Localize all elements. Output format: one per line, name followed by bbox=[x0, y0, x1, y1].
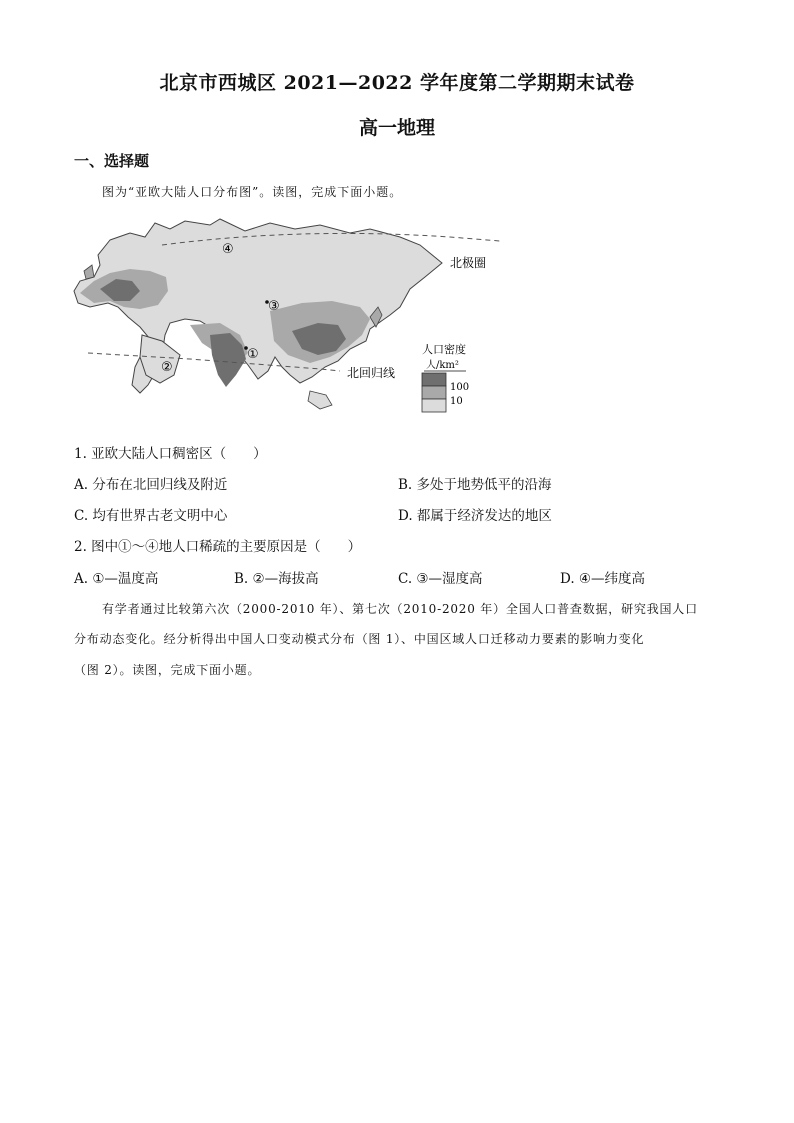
question-1-option-c[interactable]: C. 均有世界古老文明中心 bbox=[74, 508, 228, 524]
question-2-stem: 2. 图中①～④地人口稀疏的主要原因是（ ） bbox=[74, 539, 362, 555]
question-1-option-d[interactable]: D. 都属于经济发达的地区 bbox=[398, 508, 552, 524]
arctic-circle-label: 北极圈 bbox=[450, 256, 487, 270]
question-1-stem: 1. 亚欧大陆人口稠密区（ ） bbox=[74, 446, 267, 462]
legend-unit: 人/km² bbox=[426, 360, 459, 371]
marker-4: ④ bbox=[222, 242, 234, 257]
eurasia-population-map bbox=[70, 215, 510, 430]
section-heading: 一、选择题 bbox=[74, 152, 150, 170]
map-legend bbox=[422, 342, 469, 412]
exam-title: 北京市西城区 2021—2022 学年度第二学期期末试卷 bbox=[159, 72, 635, 94]
legend-swatch-low bbox=[422, 399, 446, 412]
legend-title: 人口密度 bbox=[422, 343, 466, 356]
paragraph-line-2: 分布动态变化。经分析得出中国人口变动模式分布（图 1）、中国区域人口迁移动力要素的影响力变化 bbox=[74, 632, 645, 646]
legend-swatch-medium bbox=[422, 386, 446, 399]
question-2-option-b[interactable]: B. ②—海拔高 bbox=[234, 571, 319, 587]
question-2-option-c[interactable]: C. ③—湿度高 bbox=[398, 571, 483, 587]
tropic-of-cancer-label: 北回归线 bbox=[347, 366, 396, 380]
exam-subject: 高一地理 bbox=[358, 117, 435, 139]
marker-2: ② bbox=[161, 360, 173, 375]
paragraph-line-1: 有学者通过比较第六次（2000-2010 年）、第七次（2010-2020 年）全国人口普查数据，研究我国人口 bbox=[102, 602, 698, 616]
legend-swatch-high bbox=[422, 373, 446, 386]
question-intro: 图为“亚欧大陆人口分布图”。读图，完成下面小题。 bbox=[102, 185, 403, 199]
southeast-asia-islands bbox=[308, 391, 332, 409]
question-1-option-b[interactable]: B. 多处于地势低平的沿海 bbox=[398, 477, 552, 493]
question-2-option-d[interactable]: D. ④—纬度高 bbox=[560, 571, 646, 587]
paragraph-line-3: （图 2）。读图，完成下面小题。 bbox=[74, 663, 261, 677]
marker-3: ③ bbox=[268, 299, 280, 314]
legend-value-10: 10 bbox=[450, 396, 463, 407]
legend-value-100: 100 bbox=[450, 382, 470, 393]
marker-1: ① bbox=[247, 347, 259, 362]
uk-island bbox=[84, 265, 94, 279]
question-2-option-a[interactable]: A. ①—温度高 bbox=[74, 571, 159, 587]
question-1-option-a[interactable]: A. 分布在北回归线及附近 bbox=[74, 477, 228, 493]
